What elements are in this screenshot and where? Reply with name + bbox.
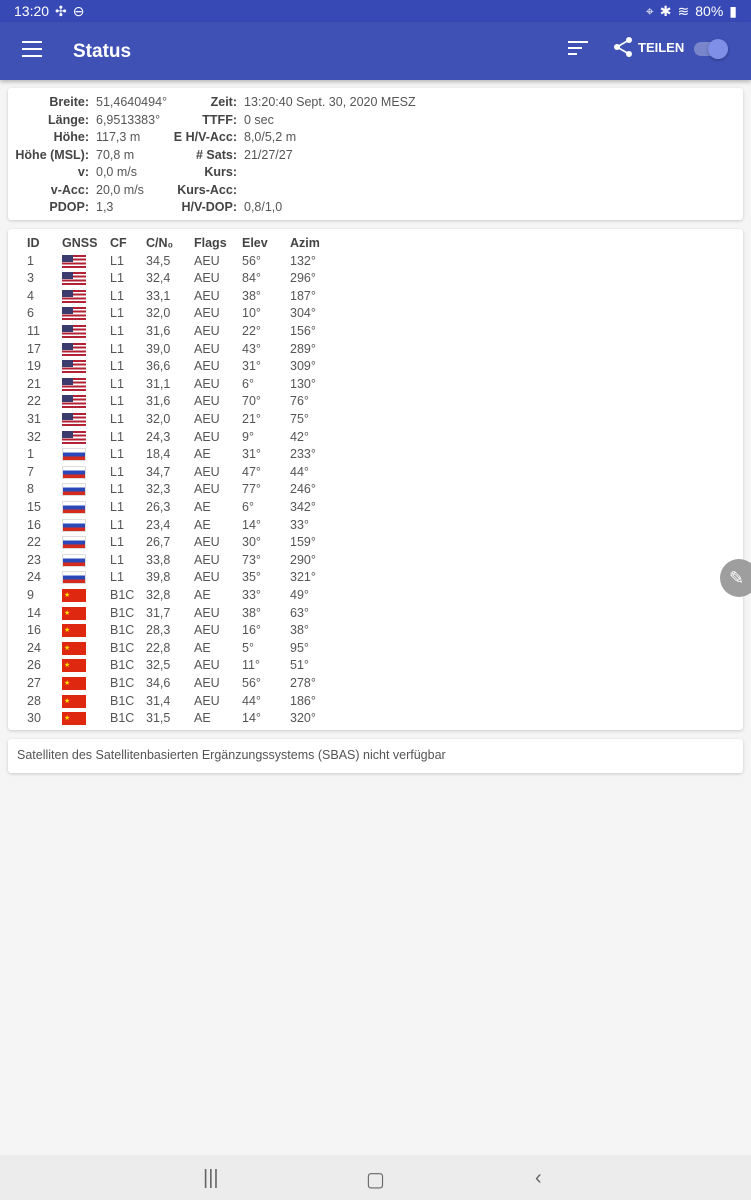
cell-id: 31 (27, 412, 41, 426)
cell-cn: 22,8 (146, 640, 171, 655)
cell-cn: 33,8 (146, 552, 171, 567)
flag-cn-icon (62, 677, 86, 690)
cell-cn: 23,4 (146, 517, 171, 532)
cell-azim: 289° (290, 341, 316, 356)
flag-us-icon (62, 343, 86, 356)
cell-elev: 77° (242, 482, 261, 497)
share-label: TEILEN (638, 39, 685, 55)
cell-azim: 76° (290, 394, 309, 409)
cell-elev: 44° (242, 693, 261, 708)
battery-icon: ▮ (729, 2, 737, 19)
table-row (8, 481, 743, 499)
info-value: 6,9513383° (96, 112, 161, 127)
flag-ru-icon (62, 483, 86, 496)
cell-cf: L1 (110, 359, 124, 374)
cell-id: 19 (27, 359, 41, 374)
cell-cf: L1 (110, 376, 124, 391)
menu-icon[interactable] (22, 41, 42, 57)
cell-flags: AEU (194, 288, 220, 303)
cell-flags: AEU (194, 376, 220, 391)
cell-elev: 56° (242, 253, 261, 268)
cell-cf: B1C (110, 640, 135, 655)
cell-elev: 84° (242, 271, 261, 286)
cell-elev: 47° (242, 464, 261, 479)
cell-cf: L1 (110, 412, 124, 426)
table-row (8, 587, 743, 605)
table-row (8, 376, 743, 394)
cell-id: 26 (27, 658, 41, 673)
cell-id: 21 (27, 376, 41, 391)
cell-cn: 32,0 (146, 306, 171, 321)
header-id: ID (27, 236, 40, 250)
cell-elev: 31° (242, 359, 261, 374)
cell-azim: 290° (290, 552, 316, 567)
info-label: Länge: (48, 112, 89, 127)
cell-cf: L1 (110, 447, 124, 462)
cell-cf: L1 (110, 535, 124, 550)
cell-elev: 33° (242, 588, 261, 602)
info-label: E H/V-Acc: (173, 130, 237, 144)
cell-elev: 30° (242, 535, 261, 550)
info-value: 70,8 m (96, 147, 135, 162)
info-label: Kurs-Acc: (177, 182, 237, 197)
cell-id: 14 (27, 605, 41, 620)
cell-flags: AEU (194, 429, 220, 444)
page-title: Status (73, 41, 132, 62)
cell-flags: AE (194, 711, 211, 726)
cell-elev: 56° (242, 676, 261, 690)
cell-elev: 16° (242, 623, 261, 638)
cell-elev: 31° (242, 447, 261, 462)
cell-cn: 39,0 (146, 341, 171, 356)
table-row (8, 640, 743, 658)
flag-cn-icon (62, 624, 86, 637)
cell-cf: B1C (110, 676, 135, 690)
cell-azim: 132° (290, 253, 316, 268)
cell-id: 22 (27, 394, 41, 409)
cell-cn: 32,8 (146, 588, 171, 602)
cell-flags: AE (194, 640, 211, 655)
table-row (8, 569, 743, 587)
cell-elev: 11° (242, 658, 260, 673)
table-row (8, 464, 743, 482)
table-row (8, 446, 743, 464)
cell-azim: 44° (290, 464, 309, 479)
flag-ru-icon (62, 554, 86, 567)
share-button[interactable] (612, 36, 684, 58)
table-row (8, 323, 743, 341)
cell-id: 16 (27, 517, 41, 532)
cell-id: 9 (27, 588, 34, 602)
table-row (8, 657, 743, 675)
cell-cf: L1 (110, 552, 124, 567)
cell-id: 6 (27, 306, 34, 321)
cell-azim: 278° (290, 676, 316, 690)
table-row (8, 411, 743, 429)
pencil-icon: ✎ (729, 567, 745, 588)
cell-flags: AEU (194, 482, 220, 497)
cell-flags: AEU (194, 341, 220, 356)
flag-us-icon (62, 413, 86, 426)
header-gnss: GNSS (62, 236, 98, 250)
flag-us-icon (62, 272, 86, 285)
flag-cn-icon (62, 642, 86, 655)
cell-cf: L1 (110, 429, 124, 444)
cell-cn: 26,3 (146, 500, 171, 514)
flag-ru-icon (62, 519, 86, 532)
cell-cn: 31,6 (146, 394, 171, 409)
cell-elev: 5° (242, 640, 254, 655)
info-value: 0,8/1,0 (244, 200, 283, 214)
flag-us-icon (62, 307, 86, 320)
cell-elev: 14° (242, 711, 261, 726)
sbas-card (8, 739, 743, 773)
cell-cf: B1C (110, 711, 135, 726)
cell-id: 27 (27, 676, 41, 690)
table-row (8, 675, 743, 693)
cell-cf: L1 (110, 341, 124, 356)
cell-flags: AEU (194, 552, 220, 567)
flag-us-icon (62, 325, 86, 338)
cell-flags: AEU (194, 359, 220, 374)
table-row (8, 305, 743, 323)
cell-flags: AEU (194, 658, 220, 673)
table-row (8, 270, 743, 288)
cell-elev: 35° (242, 570, 261, 585)
cell-azim: 33° (290, 517, 309, 532)
home-icon[interactable]: ▢ (366, 1169, 385, 1191)
table-row (8, 429, 743, 447)
cell-id: 3 (27, 271, 34, 286)
table-row (8, 341, 743, 359)
info-value: 1,3 (96, 200, 114, 214)
cell-azim: 320° (290, 711, 316, 726)
cell-cn: 34,7 (146, 464, 171, 479)
flag-cn-icon (62, 659, 86, 672)
satellite-table (8, 229, 743, 730)
battery-percent: 80% (695, 3, 724, 19)
cell-cf: L1 (110, 288, 124, 303)
header-elev: Elev (242, 236, 268, 250)
flag-ru-icon (62, 501, 86, 514)
cell-azim: 233° (290, 447, 316, 462)
cell-id: 30 (27, 711, 41, 726)
cell-cn: 39,8 (146, 570, 171, 585)
sort-icon[interactable] (568, 41, 588, 57)
cell-azim: 321° (290, 570, 316, 585)
info-label: Höhe (MSL): (15, 147, 89, 162)
info-label: v-Acc: (50, 182, 89, 197)
recent-apps-icon[interactable]: ||| (203, 1167, 219, 1189)
cell-azim: 95° (290, 640, 309, 655)
cell-cf: B1C (110, 658, 135, 673)
cell-id: 32 (27, 429, 41, 444)
cell-id: 11 (27, 324, 40, 338)
pinwheel-icon: ✣ (55, 2, 67, 19)
cell-id: 16 (27, 623, 41, 638)
cell-cn: 31,6 (146, 324, 171, 338)
cell-cn: 31,1 (146, 376, 171, 391)
flag-us-icon (62, 431, 86, 444)
cell-azim: 75° (290, 412, 309, 426)
cell-flags: AEU (194, 271, 220, 286)
table-row (8, 605, 743, 623)
cell-flags: AE (194, 500, 211, 514)
cell-azim: 159° (290, 535, 316, 550)
system-nav-bar (0, 1155, 751, 1200)
flag-cn-icon (62, 712, 86, 725)
sbas-message: Satelliten des Satellitenbasierten Ergänzungssystems (SBAS) nicht verfügbar (17, 748, 446, 762)
info-label: Kurs: (204, 165, 237, 179)
cell-flags: AEU (194, 324, 220, 338)
cell-elev: 9° (242, 429, 254, 444)
cell-cf: B1C (110, 693, 135, 708)
cell-cn: 18,4 (146, 447, 171, 462)
info-value: 51,4640494° (96, 95, 168, 109)
cell-cn: 32,4 (146, 271, 171, 286)
flag-cn-icon (62, 589, 86, 602)
cell-cf: L1 (110, 394, 124, 409)
flag-cn-icon (62, 607, 86, 620)
edit-floating-button[interactable] (720, 559, 751, 597)
table-row (8, 288, 743, 306)
cell-cf: L1 (110, 500, 124, 514)
table-row (8, 622, 743, 640)
info-label: H/V-DOP: (181, 200, 237, 214)
cell-elev: 14° (242, 517, 261, 532)
cell-cn: 31,4 (146, 693, 171, 708)
cell-cf: L1 (110, 517, 124, 532)
cell-azim: 304° (290, 306, 316, 321)
cell-id: 8 (27, 482, 34, 497)
cell-elev: 10° (242, 306, 261, 321)
table-row (8, 710, 743, 728)
location-icon: ⌖ (645, 2, 654, 19)
clock: 13:20 (14, 3, 50, 19)
cell-flags: AEU (194, 623, 220, 638)
header-azim: Azim (290, 236, 320, 250)
cell-id: 23 (27, 552, 41, 567)
position-info-card (8, 88, 743, 220)
cell-id: 22 (27, 535, 41, 550)
app-bar (0, 22, 751, 80)
cell-cf: L1 (110, 306, 124, 321)
cell-flags: AEU (194, 570, 220, 585)
info-value: 13:20:40 Sept. 30, 2020 MESZ (244, 95, 416, 109)
cell-flags: AEU (194, 306, 220, 321)
cell-flags: AEU (194, 535, 220, 550)
header-cf: CF (110, 236, 127, 250)
back-icon[interactable]: ‹ (535, 1167, 542, 1189)
flag-cn-icon (62, 695, 86, 708)
cell-id: 1 (27, 447, 34, 462)
cell-cf: L1 (110, 482, 124, 497)
cell-cn: 36,6 (146, 359, 171, 374)
flag-us-icon (62, 395, 86, 408)
cell-flags: AE (194, 588, 211, 602)
share-icon (612, 36, 634, 58)
cell-cn: 34,6 (146, 676, 171, 690)
cell-elev: 6° (242, 376, 254, 391)
info-value: 20,0 m/s (96, 182, 144, 197)
info-value: 0,0 m/s (96, 165, 137, 179)
header-flags: Flags (194, 236, 227, 250)
flag-ru-icon (62, 571, 86, 584)
cell-elev: 70° (242, 394, 261, 409)
cell-cn: 32,5 (146, 658, 171, 673)
cell-cf: L1 (110, 324, 124, 338)
cell-cn: 31,5 (146, 711, 171, 726)
cell-azim: 42° (290, 429, 309, 444)
cell-elev: 22° (242, 324, 261, 338)
cell-id: 7 (27, 464, 34, 479)
flag-ru-icon (62, 466, 86, 479)
cell-azim: 130° (290, 376, 316, 391)
table-row (8, 358, 743, 376)
cell-azim: 296° (290, 271, 316, 286)
cell-cf: B1C (110, 623, 135, 638)
flag-us-icon (62, 255, 86, 268)
info-label: v: (77, 165, 89, 179)
cell-azim: 187° (290, 288, 316, 303)
cell-cf: B1C (110, 605, 135, 620)
flag-ru-icon (62, 536, 86, 549)
cell-elev: 21° (242, 412, 261, 426)
cell-cn: 32,0 (146, 412, 171, 426)
cell-flags: AEU (194, 693, 220, 708)
info-label: Höhe: (53, 130, 89, 144)
cell-elev: 73° (242, 552, 261, 567)
cell-cn: 26,7 (146, 535, 171, 550)
cell-azim: 342° (290, 500, 316, 514)
cell-flags: AEU (194, 412, 220, 426)
flag-us-icon (62, 378, 86, 391)
cell-id: 17 (27, 341, 41, 356)
flag-ru-icon (62, 448, 86, 461)
cell-cn: 34,5 (146, 253, 171, 268)
cell-id: 24 (27, 570, 41, 585)
table-row (8, 517, 743, 535)
cell-id: 4 (27, 288, 34, 303)
cell-id: 15 (27, 500, 41, 514)
cell-cf: L1 (110, 570, 124, 585)
cell-flags: AEU (194, 464, 220, 479)
cell-flags: AE (194, 517, 211, 532)
cell-azim: 246° (290, 482, 316, 497)
info-value: 0 sec (244, 112, 274, 127)
cell-azim: 156° (290, 324, 316, 338)
cell-flags: AEU (194, 605, 220, 620)
cell-cn: 32,3 (146, 482, 171, 497)
info-label: Breite: (49, 95, 89, 109)
info-value: 117,3 m (96, 130, 141, 144)
table-row (8, 693, 743, 711)
cell-flags: AEU (194, 253, 220, 268)
bluetooth-icon: ✱ (659, 2, 672, 19)
cell-id: 28 (27, 693, 41, 708)
cell-azim: 38° (290, 623, 309, 638)
cell-cn: 31,7 (146, 605, 171, 620)
flag-us-icon (62, 290, 86, 303)
cell-cf: B1C (110, 588, 135, 602)
table-row (8, 499, 743, 517)
table-header (8, 235, 743, 253)
cell-id: 1 (27, 253, 34, 268)
cell-elev: 38° (242, 605, 261, 620)
header-cn: C/N₀ (146, 236, 174, 250)
info-label: PDOP: (49, 200, 89, 214)
info-value: 8,0/5,2 m (244, 130, 297, 144)
cell-elev: 38° (242, 288, 261, 303)
cell-elev: 6° (242, 500, 254, 514)
info-label: Zeit: (210, 95, 237, 109)
tracking-toggle[interactable] (694, 39, 728, 59)
info-label: TTFF: (202, 112, 237, 127)
cell-cn: 33,1 (146, 288, 171, 303)
cell-flags: AEU (194, 394, 220, 409)
info-value: 21/27/27 (244, 147, 293, 162)
do-not-disturb-icon: ⊖ (72, 2, 85, 19)
cell-azim: 63° (290, 605, 309, 620)
cell-cn: 28,3 (146, 623, 171, 638)
cell-elev: 43° (242, 341, 261, 356)
cell-azim: 51° (290, 658, 309, 673)
cell-azim: 49° (290, 588, 309, 602)
cell-cn: 24,3 (146, 429, 171, 444)
table-row (8, 552, 743, 570)
cell-cf: L1 (110, 271, 124, 286)
cell-cf: L1 (110, 464, 124, 479)
table-row (8, 253, 743, 271)
cell-azim: 186° (290, 693, 316, 708)
table-row (8, 534, 743, 552)
cell-cf: L1 (110, 253, 124, 268)
info-label: # Sats: (196, 147, 237, 162)
cell-azim: 309° (290, 359, 316, 374)
flag-us-icon (62, 360, 86, 373)
cell-id: 24 (27, 640, 41, 655)
wifi-icon: ≋ (677, 2, 690, 19)
system-status-bar (0, 0, 751, 22)
cell-flags: AEU (194, 676, 220, 690)
cell-flags: AE (194, 447, 211, 462)
table-row (8, 393, 743, 411)
